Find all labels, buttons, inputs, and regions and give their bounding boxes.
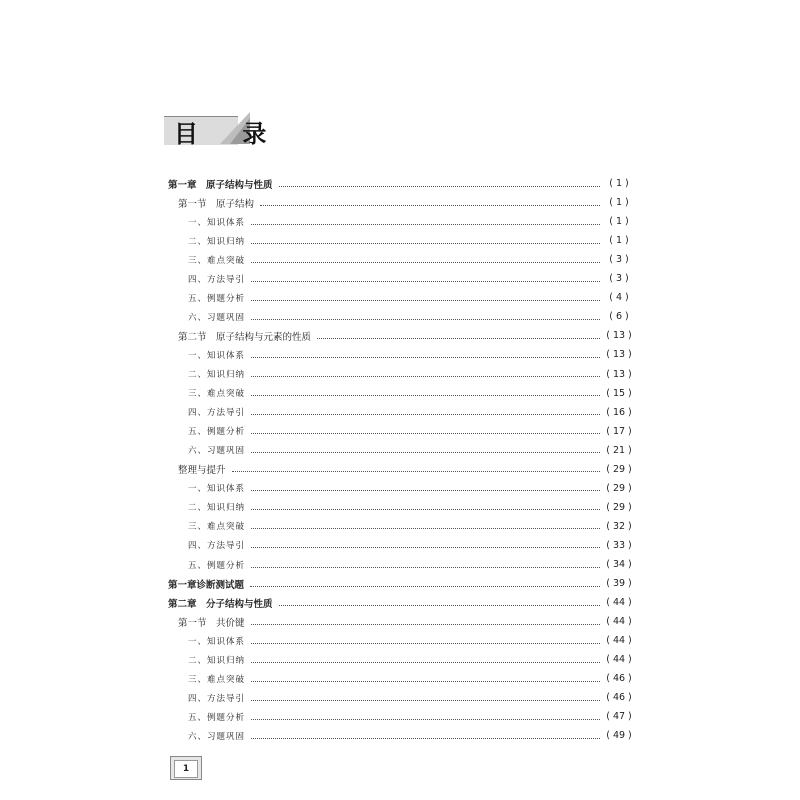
toc-entry-page: ( 1 )	[609, 235, 629, 247]
toc-leader-dots	[251, 508, 600, 510]
toc-entry-label: 一、知识体系	[188, 350, 246, 361]
toc-entry-page: ( 21 )	[606, 444, 632, 456]
toc-entry[interactable]	[188, 498, 632, 517]
toc-entry[interactable]	[188, 536, 632, 555]
toc-entry-label: 四、方法导引	[188, 408, 246, 419]
toc-entry-page: ( 4 )	[609, 292, 629, 304]
page-number: 1	[174, 760, 198, 778]
toc-leader-dots	[279, 604, 600, 606]
toc-leader-dots	[251, 280, 600, 282]
toc-leader-dots	[251, 451, 600, 453]
toc-entry-label: 三、难点突破	[188, 522, 246, 533]
toc-entry-page: ( 3 )	[609, 273, 629, 285]
toc-entry-label: 第一章诊断测试题	[168, 579, 245, 591]
toc-entry[interactable]	[188, 345, 632, 364]
toc-entry-page: ( 44 )	[606, 616, 632, 628]
page-title: 目 录	[174, 119, 285, 148]
toc-leader-dots	[279, 185, 600, 187]
toc-entry-page: ( 13 )	[606, 368, 632, 380]
toc-entry[interactable]	[188, 688, 632, 707]
toc-entry-label: 整理与提升	[178, 465, 226, 477]
toc-entry-page: ( 1 )	[609, 197, 629, 209]
toc-entry-label: 第二节 原子结构与元素的性质	[178, 331, 312, 343]
toc-entry[interactable]	[188, 288, 632, 307]
toc-entry-page: ( 32 )	[606, 520, 632, 532]
toc-entry[interactable]	[188, 250, 632, 269]
toc-entry-page: ( 39 )	[606, 578, 632, 590]
toc-entry-label: 六、习题巩固	[188, 731, 246, 742]
toc-leader-dots	[251, 661, 600, 663]
toc-leader-dots	[251, 699, 600, 701]
toc-entry-label: 五、例题分析	[188, 712, 246, 723]
toc-entry[interactable]	[188, 631, 632, 650]
toc-entry-label: 二、知识归纳	[188, 370, 246, 380]
toc-entry[interactable]	[188, 212, 632, 231]
toc-entry-label: 四、方法导引	[188, 693, 246, 704]
toc-leader-dots	[251, 223, 600, 225]
toc-entry[interactable]	[188, 384, 632, 403]
toc-entry[interactable]	[188, 479, 632, 498]
toc-leader-dots	[232, 470, 600, 472]
toc-entry[interactable]	[188, 269, 632, 288]
toc-leader-dots	[250, 585, 600, 587]
toc-entry-page: ( 17 )	[606, 425, 632, 437]
toc-entry-page: ( 44 )	[606, 654, 632, 666]
toc-leader-dots	[251, 356, 600, 358]
toc-entry-page: ( 13 )	[606, 330, 632, 342]
toc-leader-dots	[251, 489, 600, 491]
toc-entry-label: 一、知识体系	[188, 636, 246, 647]
toc-entry-page: ( 1 )	[609, 216, 629, 228]
toc-entry-label: 四、方法导引	[188, 274, 246, 285]
toc-entry-label: 五、例题分析	[188, 427, 246, 438]
page-number-badge	[170, 756, 204, 780]
toc-entry[interactable]	[178, 326, 632, 345]
toc-entry-page: ( 29 )	[606, 501, 632, 513]
toc-entry-page: ( 34 )	[606, 559, 632, 570]
toc-entry-label: 六、习题巩固	[188, 446, 246, 457]
toc-entry-label: 二、知识归纳	[188, 655, 246, 666]
toc-entry-label: 二、知识归纳	[188, 503, 246, 514]
toc-entry-label: 第二章 分子结构与性质	[168, 598, 273, 610]
toc-leader-dots	[251, 394, 600, 396]
toc-entry[interactable]	[188, 403, 632, 422]
toc-entry[interactable]	[188, 307, 632, 326]
toc-entry-page: ( 1 )	[609, 178, 629, 189]
toc-entry-page: ( 46 )	[606, 673, 632, 685]
toc-entry[interactable]	[178, 612, 632, 631]
toc-entry[interactable]	[188, 422, 632, 441]
toc-entry[interactable]	[188, 726, 632, 745]
toc-entry[interactable]	[188, 707, 632, 726]
toc-entry[interactable]	[188, 669, 632, 688]
toc-entry-label: 三、难点突破	[188, 674, 246, 685]
toc-leader-dots	[251, 718, 600, 720]
toc-entry[interactable]	[168, 174, 632, 193]
toc-entry[interactable]	[168, 593, 632, 612]
toc-entry-label: 四、方法导引	[188, 541, 246, 552]
toc-leader-dots	[251, 375, 600, 377]
toc-entry-label: 第一章 原子结构与性质	[168, 179, 273, 191]
toc-entry-label: 五、例题分析	[188, 293, 246, 304]
toc-leader-dots	[251, 623, 600, 625]
toc-entry[interactable]	[188, 441, 632, 460]
toc-entry-label: 第一节 原子结构	[178, 198, 255, 210]
toc-leader-dots	[251, 242, 600, 244]
toc-leader-dots	[251, 299, 600, 301]
toc-entry[interactable]	[188, 650, 632, 669]
toc-leader-dots	[317, 337, 600, 339]
toc-entry[interactable]	[188, 365, 632, 384]
toc-entry-label: 三、难点突破	[188, 389, 246, 400]
toc-leader-dots	[251, 413, 600, 415]
toc-leader-dots	[251, 432, 600, 434]
toc-entry-page: ( 29 )	[606, 463, 632, 475]
toc-leader-dots	[251, 318, 600, 320]
toc-entry[interactable]	[178, 460, 632, 479]
toc-leader-dots	[251, 527, 600, 529]
toc-leader-dots	[251, 680, 600, 682]
toc-entry-page: ( 16 )	[606, 406, 632, 418]
toc-entry-label: 一、知识体系	[188, 484, 246, 495]
toc-entry-page: ( 44 )	[606, 597, 632, 609]
toc-entry-page: ( 47 )	[606, 711, 632, 723]
toc-entry[interactable]	[188, 231, 632, 250]
toc-entry-page: ( 46 )	[606, 692, 632, 704]
toc-leader-dots	[260, 204, 600, 206]
toc-entry-label: 一、知识体系	[188, 217, 246, 228]
toc-entry-page: ( 6 )	[609, 311, 629, 323]
toc-entry-page: ( 3 )	[609, 254, 629, 266]
toc-entry-page: ( 44 )	[606, 635, 632, 647]
toc-entry[interactable]	[178, 193, 632, 212]
toc-leader-dots	[251, 642, 600, 644]
toc-entry[interactable]	[168, 574, 632, 593]
toc-entry-page: ( 15 )	[606, 387, 632, 399]
toc-leader-dots	[251, 261, 600, 263]
toc-entry-label: 二、知识归纳	[188, 236, 246, 247]
toc-entry-page: ( 33 )	[606, 539, 632, 551]
toc-leader-dots	[251, 566, 600, 568]
toc-entry[interactable]	[188, 517, 632, 536]
toc-entry-label: 第一节 共价键	[178, 617, 245, 629]
toc-entry-label: 五、例题分析	[188, 560, 246, 571]
toc-entry-page: ( 29 )	[606, 482, 632, 494]
toc-entry-page: ( 49 )	[606, 730, 632, 742]
toc-leader-dots	[251, 546, 600, 548]
toc-entry-page: ( 13 )	[606, 349, 632, 361]
toc-entry-label: 三、难点突破	[188, 255, 246, 266]
toc-leader-dots	[251, 737, 600, 739]
toc-entry[interactable]	[188, 555, 632, 574]
toc-entry-label: 六、习题巩固	[188, 312, 246, 323]
